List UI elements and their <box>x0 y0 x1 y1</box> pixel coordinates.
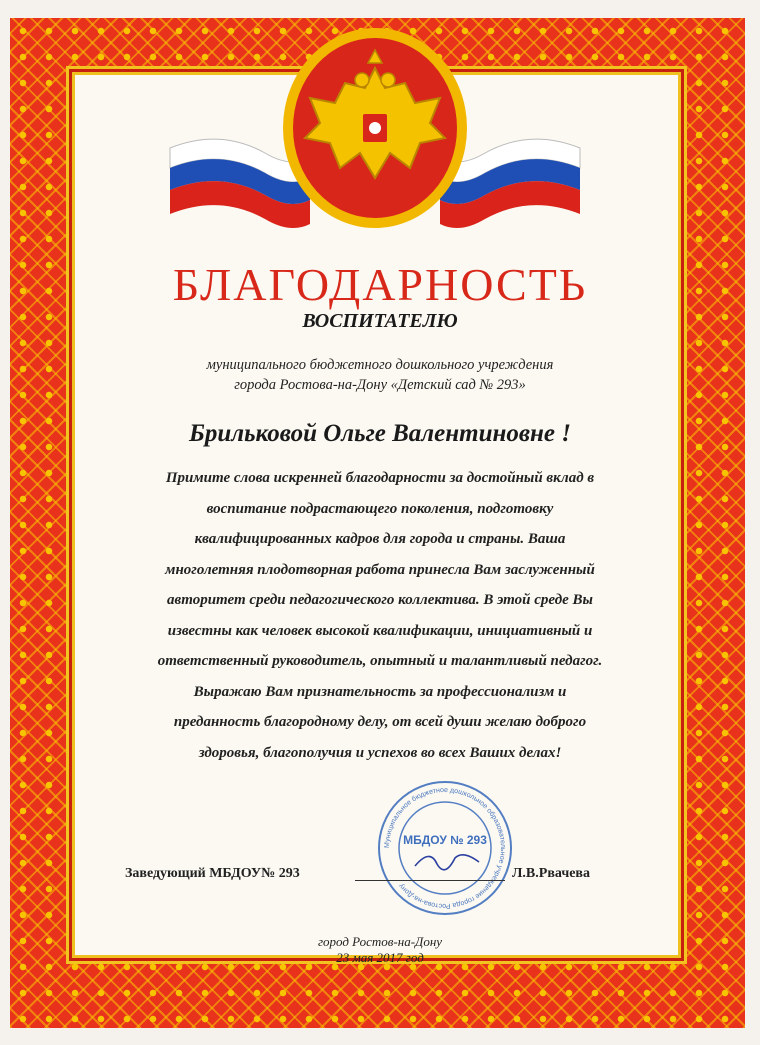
signer-name: Л.В.Рвачева <box>512 866 590 881</box>
stamp-ring-text: Муниципальное бюджетное дошкольное образовательное учреждение города Ростова-на-Дону <box>383 786 507 910</box>
recipient-name: Брильковой Ольге Валентиновне ! <box>189 420 571 447</box>
body-line: воспитание подрастающего поколения, подготовку <box>206 500 554 517</box>
place-and-date <box>0 934 760 966</box>
certificate-body <box>120 463 640 768</box>
svg-text:Муниципальное бюджетное дошкол <box>384 787 506 909</box>
russian-coat-of-arms-icon <box>283 28 467 228</box>
body-line: преданность благородному делу, от всей души желаю доброго <box>173 714 587 730</box>
body-line: здоровья, благополучия и успехов во всех Ваших делах! <box>198 744 562 761</box>
body-line: авторитет среди педагогического коллектива. В этой среде Вы <box>167 592 593 608</box>
organization-line-1: муниципального бюджетного дошкольного учреждения <box>206 357 554 373</box>
certificate-title: БЛАГОДАРНОСТЬ <box>172 259 588 310</box>
organization <box>0 355 760 395</box>
organization-line-2: города Ростова-на-Дону «Детский сад № 293» <box>234 377 526 393</box>
stamp-center-text: МБДОУ № 293 <box>403 833 487 847</box>
body-line: известны как человек высокой квалификации, инициативный и <box>167 622 593 639</box>
certificate-subtitle: ВОСПИТАТЕЛЮ <box>302 310 458 332</box>
body-line: Примите слова искренней благодарности за достойный вклад в <box>165 470 595 486</box>
emblem-with-flags <box>140 28 610 238</box>
city: город Ростов-на-Дону <box>317 934 443 949</box>
date: 23 мая 2017 год <box>336 950 424 965</box>
signer-position: Заведующий МБДОУ№ 293 <box>125 866 300 881</box>
signature-line <box>355 880 505 881</box>
body-line: Выражаю Вам признательность за профессионализм и <box>193 683 567 700</box>
body-line: ответственный руководитель, опытный и талантливый педагог. <box>157 653 603 669</box>
official-stamp <box>375 778 515 918</box>
body-line: многолетняя плодотворная работа принесла Вам заслуженный <box>165 561 595 578</box>
handwritten-signature <box>415 855 479 870</box>
body-line: квалифицированных кадров для города и страны. Ваша <box>194 531 566 547</box>
